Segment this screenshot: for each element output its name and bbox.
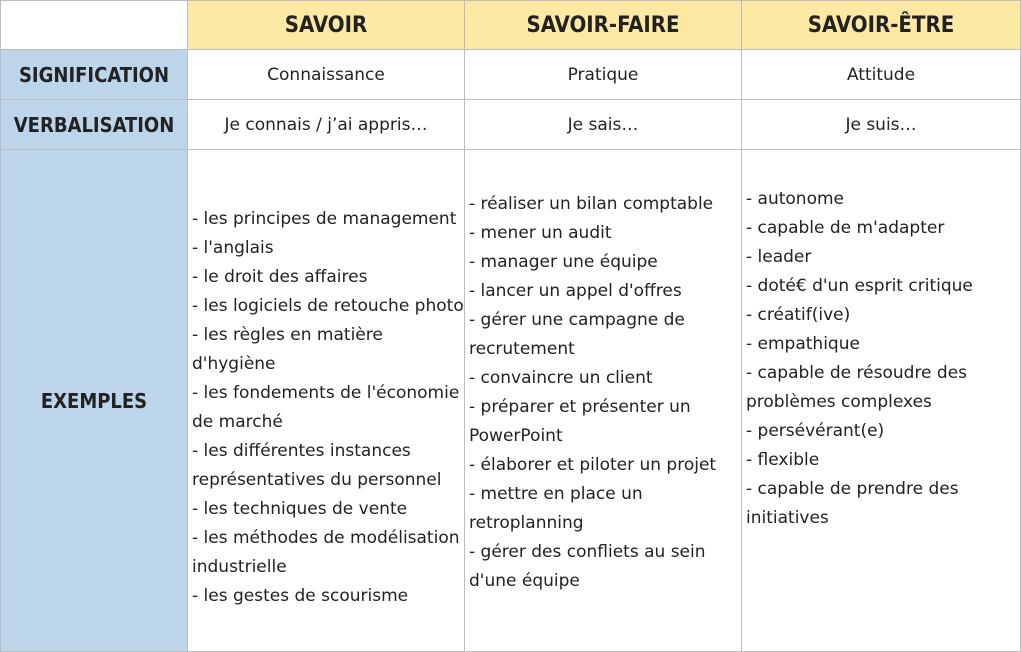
list-item: - les règles en matière d'hygiène (192, 324, 383, 374)
exemples-savoir-etre-list (746, 185, 1020, 533)
list-item: - capable de résoudre des problèmes complexes (746, 362, 968, 412)
list-item: - les techniques de vente (192, 498, 408, 519)
list-item: - empathique (746, 333, 860, 354)
exemples-savoir-faire-list (469, 190, 741, 596)
exemples-savoir-etre-cell (742, 150, 1021, 652)
list-item: - les logiciels de retouche photo (192, 295, 464, 316)
list-item: - préparer et présenter un PowerPoint (469, 396, 691, 446)
list-item: - les principes de management (192, 208, 457, 229)
exemples-savoir-faire-cell (465, 150, 742, 652)
list-item: - autonome (746, 188, 844, 209)
signification-savoir-etre: Attitude (742, 50, 1021, 100)
exemples-savoir-list (192, 205, 464, 611)
list-item: - lancer un appel d'offres (469, 280, 682, 301)
exemples-savoir-cell (188, 150, 465, 652)
signification-savoir-faire: Pratique (465, 50, 742, 100)
list-item: - persévérant(e) (746, 420, 885, 441)
column-header-savoir-etre: SAVOIR-ÊTRE (742, 0, 1021, 50)
list-item: - gérer une campagne de recrutement (469, 309, 685, 359)
list-item: - leader (746, 246, 812, 267)
list-item: - créatif(ive) (746, 304, 851, 325)
list-item: - le droit des affaires (192, 266, 368, 287)
list-item: - capable de m'adapter (746, 217, 945, 238)
corner-cell (0, 0, 188, 50)
column-header-savoir: SAVOIR (188, 0, 465, 50)
list-item: - réaliser un bilan comptable (469, 193, 714, 214)
list-item: - doté€ d'un esprit critique (746, 275, 973, 296)
list-item: - capable de prendre des initiatives (746, 478, 959, 528)
list-item: - flexible (746, 449, 820, 470)
list-item: - les méthodes de modélisation industrielle (192, 527, 460, 577)
list-item: - les gestes de scourisme (192, 585, 409, 606)
list-item: - gérer des confliets au sein d'une équipe (469, 541, 706, 591)
verbalisation-savoir-faire: Je sais… (465, 100, 742, 150)
list-item: - l'anglais (192, 237, 274, 258)
row-header-exemples: EXEMPLES (0, 150, 188, 652)
column-header-savoir-faire: SAVOIR-FAIRE (465, 0, 742, 50)
row-header-signification: SIGNIFICATION (0, 50, 188, 100)
signification-savoir: Connaissance (188, 50, 465, 100)
verbalisation-savoir: Je connais / j’ai appris… (188, 100, 465, 150)
list-item: - les fondements de l'économie de marché (192, 382, 460, 432)
list-item: - élaborer et piloter un projet (469, 454, 717, 475)
list-item: - mener un audit (469, 222, 612, 243)
verbalisation-savoir-etre: Je suis… (742, 100, 1021, 150)
list-item: - les différentes instances représentatives du personnel (192, 440, 442, 490)
list-item: - manager une équipe (469, 251, 658, 272)
list-item: - convaincre un client (469, 367, 653, 388)
row-header-verbalisation: VERBALISATION (0, 100, 188, 150)
list-item: - mettre en place un retroplanning (469, 483, 643, 533)
